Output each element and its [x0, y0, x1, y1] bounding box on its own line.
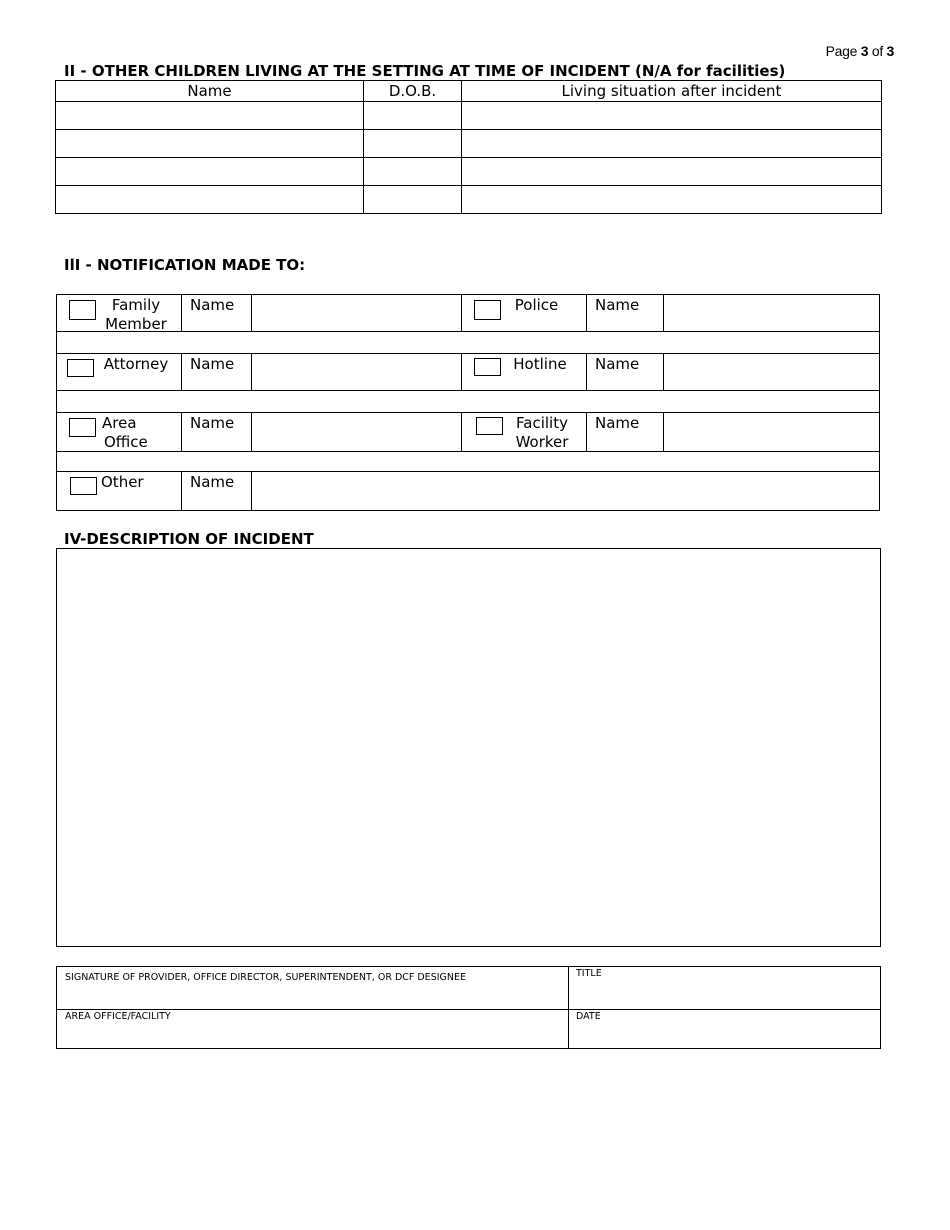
area-office-label: Area Office — [102, 414, 148, 451]
hotline-checkbox[interactable] — [474, 358, 501, 376]
column-header-dob: D.O.B. — [364, 81, 462, 102]
child-name-cell[interactable] — [56, 158, 364, 186]
facility-worker-checkbox[interactable] — [476, 417, 503, 435]
facility-worker-name-field[interactable] — [664, 413, 880, 451]
other-label: Other — [101, 473, 144, 491]
child-dob-cell[interactable] — [364, 130, 462, 158]
page-label: Page — [825, 43, 858, 59]
section-2-title: II - OTHER CHILDREN LIVING AT THE SETTING AT TIME OF INCIDENT (N/A for facilities) — [64, 62, 786, 80]
hotline-label: Hotline — [513, 355, 567, 373]
table-row — [56, 130, 882, 158]
attorney-label: Attorney — [103, 355, 169, 373]
row-spacer — [56, 391, 880, 412]
police-checkbox[interactable] — [474, 300, 501, 320]
attorney-name-label: Name — [190, 355, 235, 373]
notification-row-other — [56, 471, 880, 511]
child-living-situation-cell[interactable] — [462, 186, 882, 214]
facility-worker-name-label: Name — [595, 414, 640, 432]
attorney-checkbox[interactable] — [67, 359, 94, 377]
area-office-checkbox[interactable] — [69, 418, 96, 437]
child-dob-cell[interactable] — [364, 102, 462, 130]
child-dob-cell[interactable] — [364, 158, 462, 186]
notification-row-attorney-hotline — [56, 353, 880, 391]
family-member-name-field[interactable] — [252, 295, 461, 331]
date-field[interactable] — [569, 1010, 880, 1048]
page-total: 3 — [886, 43, 894, 59]
column-header-name: Name — [56, 81, 364, 102]
child-name-cell[interactable] — [56, 186, 364, 214]
police-label: Police — [514, 296, 559, 314]
family-member-label: Family Member — [105, 296, 167, 333]
other-children-table — [55, 80, 882, 214]
section-4-title: IV-DESCRIPTION OF INCIDENT — [64, 530, 314, 548]
signature-field[interactable] — [57, 967, 568, 1009]
area-office-name-field[interactable] — [252, 413, 461, 451]
row-spacer — [56, 332, 880, 353]
police-name-field[interactable] — [664, 295, 880, 331]
table-row — [56, 186, 882, 214]
family-member-checkbox[interactable] — [69, 300, 96, 320]
notification-row-area-facility — [56, 412, 880, 452]
attorney-name-field[interactable] — [252, 354, 461, 390]
incident-description-field[interactable] — [56, 548, 881, 947]
row-spacer — [56, 451, 880, 472]
table-row — [56, 102, 882, 130]
hotline-name-label: Name — [595, 355, 640, 373]
child-living-situation-cell[interactable] — [462, 158, 882, 186]
signature-block — [56, 966, 881, 1049]
hotline-name-field[interactable] — [664, 354, 880, 390]
area-office-facility-field[interactable] — [57, 1010, 568, 1048]
family-member-name-label: Name — [190, 296, 235, 314]
facility-worker-label: Facility Worker — [515, 414, 569, 451]
child-living-situation-cell[interactable] — [462, 130, 882, 158]
other-checkbox[interactable] — [70, 477, 97, 495]
child-name-cell[interactable] — [56, 102, 364, 130]
area-office-name-label: Name — [190, 414, 235, 432]
police-name-label: Name — [595, 296, 640, 314]
column-header-living-situation: Living situation after incident — [462, 81, 882, 102]
child-living-situation-cell[interactable] — [462, 102, 882, 130]
page-number — [826, 43, 894, 59]
child-dob-cell[interactable] — [364, 186, 462, 214]
page-current: 3 — [860, 43, 869, 59]
other-name-label: Name — [190, 473, 235, 491]
section-3-title: IlI - NOTIFICATION MADE TO: — [64, 256, 306, 274]
signature-label: SIGNATURE OF PROVIDER, OFFICE DIRECTOR, SUPERINTENDENT, OR DCF DESIGNEE — [65, 972, 466, 983]
child-name-cell[interactable] — [56, 130, 364, 158]
page-of-label: of — [871, 43, 883, 59]
notification-row-family-police — [56, 294, 880, 332]
title-field[interactable] — [569, 967, 880, 1009]
other-name-field[interactable] — [252, 472, 879, 510]
title-label: TITLE — [576, 968, 602, 979]
area-office-facility-label: AREA OFFICE/FACILITY — [65, 1011, 171, 1022]
date-label: DATE — [576, 1011, 601, 1022]
table-row — [56, 158, 882, 186]
